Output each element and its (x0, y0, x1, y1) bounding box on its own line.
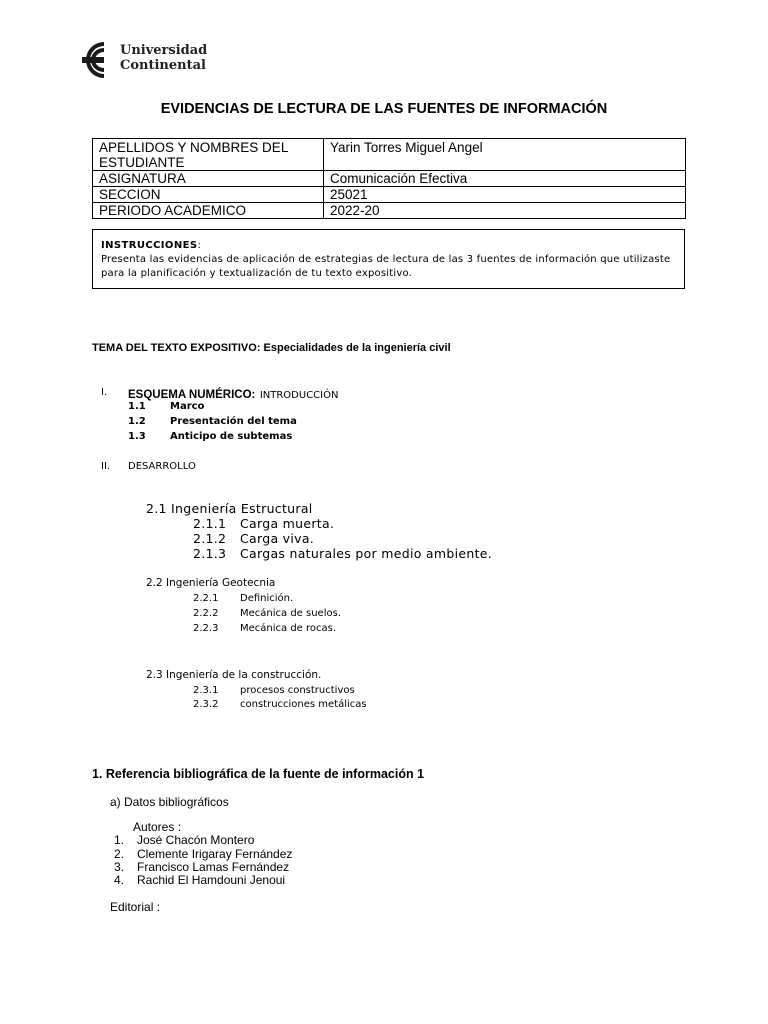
subsection-heading: 2.1 Ingeniería Estructural (146, 501, 313, 516)
section-heading (128, 385, 338, 403)
theme-line: TEMA DEL TEXTO EXPOSITIVO: Especialidades de la ingeniería civil (92, 342, 451, 354)
list-item-text: Anticipo de subtemas (170, 431, 293, 442)
row-value: 25021 (324, 187, 686, 203)
subsection-heading: 2.3 Ingeniería de la construcción. (146, 669, 322, 681)
list-item-num: 2.3.2 (193, 699, 219, 710)
list-item-text: Cargas naturales por medio ambiente. (240, 546, 493, 561)
row-value: Yarin Torres Miguel Angel (324, 139, 686, 171)
list-item-num: 1.2 (128, 416, 146, 427)
list-item-text: Mecánica de suelos. (240, 608, 341, 619)
list-item-text: Marco (170, 401, 205, 412)
author-name: José Chacón Montero (137, 833, 255, 847)
logo-line-1: Universidad (120, 43, 208, 58)
instructions-body: Presenta las evidencias de aplicación de estrategias de lectura de las 3 fuentes de información que utilizaste para la planificación y textualización de tu texto expositivo. (101, 254, 671, 279)
author-num: 3. (114, 860, 125, 874)
list-item-text: Carga viva. (240, 531, 315, 546)
author-num: 1. (114, 833, 125, 847)
author-num: 2. (114, 847, 125, 861)
instructions-heading: INSTRUCCIONES (101, 240, 198, 251)
reference-heading: 1. Referencia bibliográfica de la fuente de información 1 (92, 767, 425, 781)
list-item-num: 2.1.2 (193, 531, 227, 546)
table-row (93, 203, 686, 219)
table-row (93, 171, 686, 187)
list-item-num: 2.1.1 (193, 516, 227, 531)
list-item-num: 2.2.3 (193, 623, 219, 634)
list-item-text: Mecánica de rocas. (240, 623, 337, 634)
author-name: Rachid El Hamdouni Jenoui (137, 873, 286, 887)
continental-logo-icon (64, 40, 114, 80)
row-label: PERIODO ACADEMICO (93, 203, 324, 219)
section-number: I. (101, 387, 108, 398)
subsection-heading: 2.2 Ingeniería Geotecnia (146, 577, 276, 589)
author-num: 4. (114, 873, 125, 887)
list-item-num: 1.1 (128, 401, 146, 412)
section-number: II. (101, 461, 111, 472)
list-item-text: Carga muerta. (240, 516, 335, 531)
section-label-2: INTRODUCCIÓN (259, 390, 339, 401)
list-item-text: Definición. (240, 593, 294, 604)
list-item-text: procesos constructivos (240, 685, 355, 696)
reference-subheading: a) Datos bibliográficos (110, 795, 229, 809)
row-label: SECCION (93, 187, 324, 203)
list-item-num: 2.3.1 (193, 685, 219, 696)
list-item-text: Presentación del tema (170, 416, 297, 427)
table-row (93, 139, 686, 171)
instructions-box (92, 229, 685, 289)
author-name: Francisco Lamas Fernández (137, 860, 290, 874)
list-item-num: 2.2.1 (193, 593, 219, 604)
row-value: 2022-20 (324, 203, 686, 219)
authors-label: Autores : (133, 820, 182, 834)
page-title: EVIDENCIAS DE LECTURA DE LAS FUENTES DE INFORMACIÓN (160, 101, 608, 117)
instructions-colon: : (197, 240, 202, 251)
editorial-label: Editorial : (110, 900, 161, 914)
table-row (93, 187, 686, 203)
row-label: ASIGNATURA (93, 171, 324, 187)
list-item-num: 2.2.2 (193, 608, 219, 619)
logo-text (120, 43, 207, 73)
list-item-text: construcciones metálicas (240, 699, 367, 710)
row-value: Comunicación Efectiva (324, 171, 686, 187)
list-item-num: 2.1.3 (193, 546, 227, 561)
list-item-num: 1.3 (128, 431, 146, 442)
student-info-table (92, 138, 686, 219)
author-name: Clemente Irigaray Fernández (137, 847, 293, 861)
university-logo (64, 40, 208, 80)
section-label: ESQUEMA NUMÉRICO: (128, 389, 256, 401)
section-label: DESARROLLO (128, 461, 196, 472)
logo-line-2: Continental (120, 58, 206, 73)
row-label: APELLIDOS Y NOMBRES DEL ESTUDIANTE (93, 139, 324, 171)
